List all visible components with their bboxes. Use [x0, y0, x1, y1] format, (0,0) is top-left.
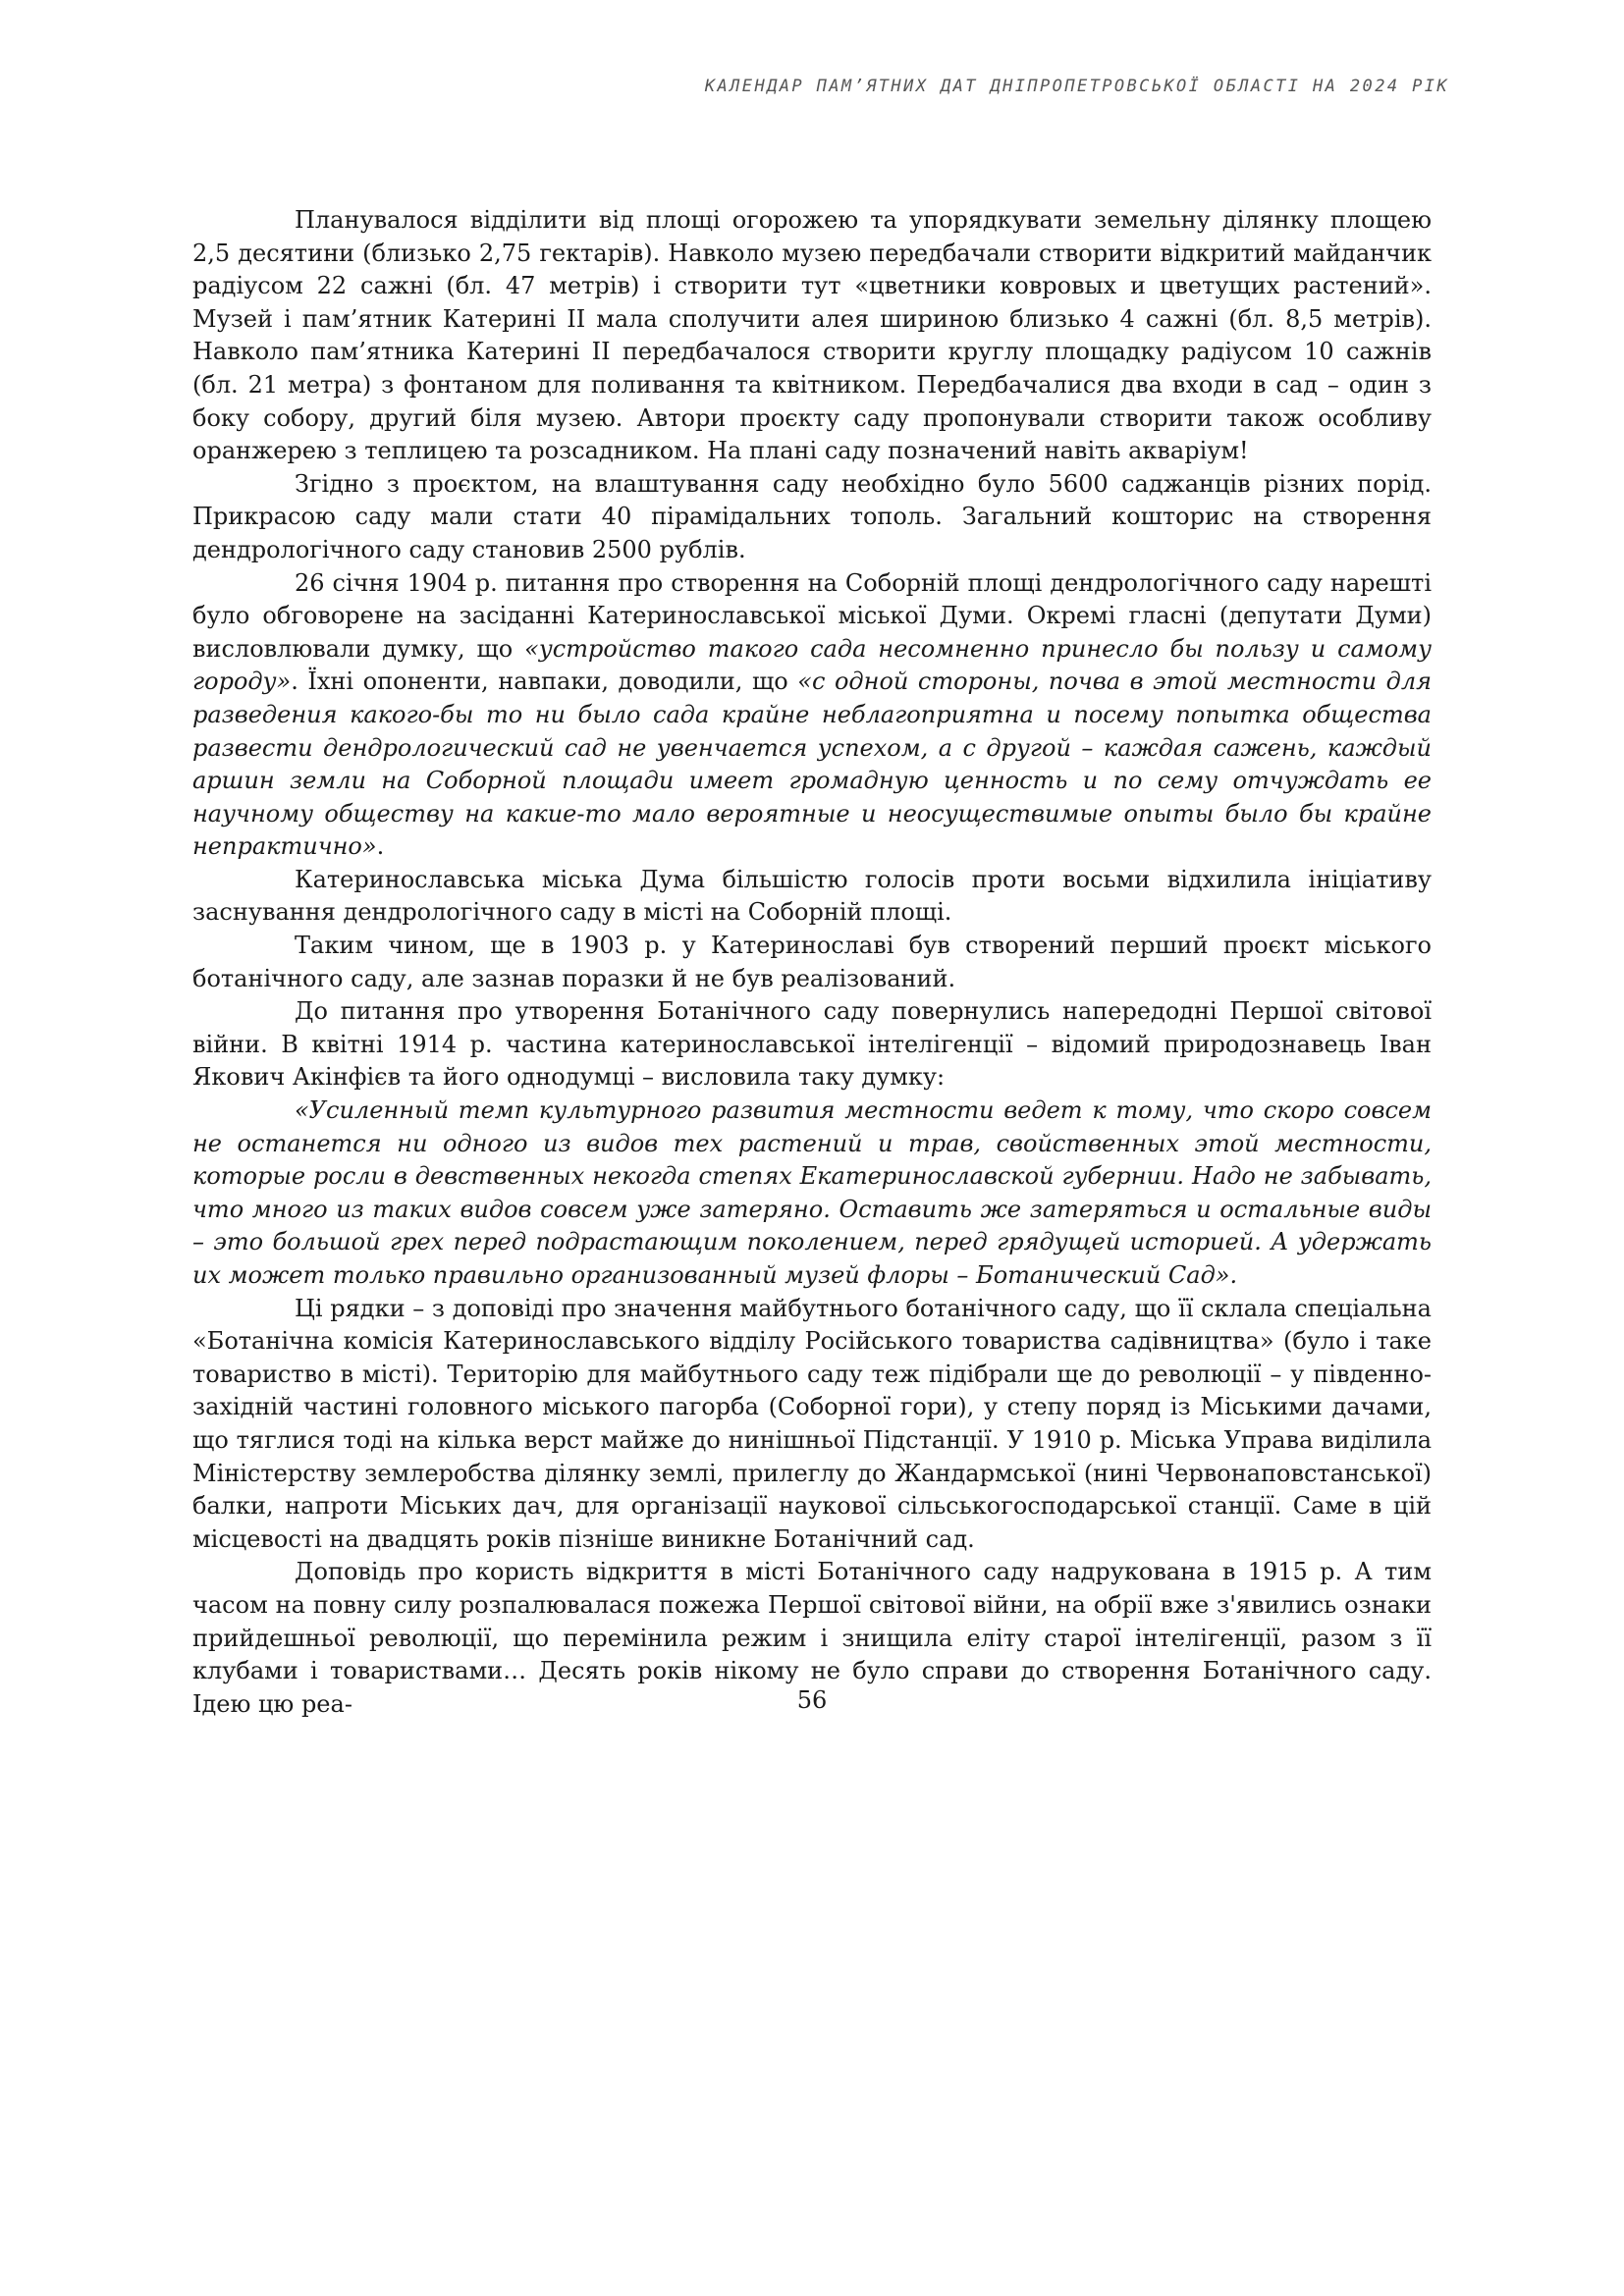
- paragraph: До питання про утворення Ботанічного саду повернулись напередодні Першої світової війни. В квітні 1914 р. частина катеринославської інтелігенції – відомий природознавець Іван Якович Акінфієв та його однодумці – висловила таку думку:: [192, 997, 1432, 1092]
- paragraph: Планувалося відділити від площі огорожею та упорядкувати земельну ділянку площею 2,5 десятини (близько 2,75 гектарів). Навколо музею передбачали створити відкритий майданчик радіусом 22 сажні (бл. 47 метрів) і створити тут «цветники ковровых и цветущих растений». Музей і пам’ятник Катерині ІІ мала сполучити алея шириною близько 4 сажні (бл. 8,5 метрів). Навколо пам’ятника Катерині ІІ передбачалося створити круглу площадку радіусом 10 сажнів (бл. 21 метра) з фонтаном для поливання та квітником. Передбачалися два входи в сад – один з боку собору, другий біля музею. Автори проєкту саду пропонували створити також особливу оранжерею з теплицею та розсадником. На плані саду позначений навіть акваріум!: [192, 206, 1432, 465]
- paragraph: Згідно з проєктом, на влаштування саду необхідно було 5600 саджанців різних порід. Прикрасою саду мали стати 40 пірамідальних тополь. Загальний кошторис на створення дендрологічного саду становив 2500 рублів.: [192, 469, 1432, 563]
- paragraph: Таким чином, ще в 1903 р. у Катеринославі був створений перший проєкт міського ботанічного саду, але зазнав поразки й не був реалізований.: [192, 932, 1432, 992]
- paragraph-text: .: [376, 832, 385, 861]
- paragraph: Катеринославська міська Дума більшістю голосів проти восьми відхилила ініціативу заснування дендрологічного саду в місті на Соборній площі.: [192, 865, 1432, 927]
- russian-quote: «с одной стороны, почва в этой местности для разведения какого-бы то ни было сада крайне неблагоприятна и посему попытка общества развести дендрологический сад не увенчается успехом, а с другой – каждая сажень, каждый аршин земли на Соборной площади имеет громадную ценность и по сему отчуждать ее научному обществу на какие-то мало вероятные и неосуществимые опыты было бы крайне непрактично»: [192, 667, 1432, 861]
- russian-quote: «устройство такого сада несомненно принесло бы пользу и самому городу»: [192, 634, 1433, 696]
- running-header: КАЛЕНДАР ПАМ’ЯТНИХ ДАТ ДНІПРОПЕТРОВСЬКОЇ ОБЛАСТІ НА 2024 РІК: [704, 77, 1449, 96]
- paragraph-text: 26 січня 1904 р. питання про створення на Соборній площі дендрологічного саду нарешті було обговорене на засіданні Катеринославської міської Думи. Окремі гласні (депутати Думи) висловлювали думку, що: [192, 568, 1432, 663]
- page-number: 56: [796, 1686, 828, 1714]
- paragraph: [192, 567, 1432, 864]
- paragraph: Доповідь про користь відкриття в місті Ботанічного саду надрукована в 1915 р. А тим часом на повну силу розпалювалася пожежа Першої світової війни, на обрії вже з'явились ознаки прийдешньої революції, що перемінила режим і знищила еліту старої інтелігенції, разом з її клубами і товариствами… Десять років нікому не було справи до створення Ботанічного саду. Ідею цю реа-: [192, 1558, 1432, 1718]
- block-quote: «Усиленный темп культурного развития местности ведет к тому, что скоро совсем не останется ни одного из видов тех растений и трав, свойственных этой местности, которые росли в девственных некогда степях Екатеринославской губернии. Надо не забывать, что много из таких видов совсем уже затеряно. Оставить же затеряться и остальные виды – это большой грех перед подрастающим поколением, перед грядущей историей. А удержать их может только правильно организованный музей флоры – Ботанический Сад».: [192, 1096, 1432, 1289]
- paragraph: Ці рядки – з доповіді про значення майбутнього ботанічного саду, що її склала спеціальна «Ботанічна комісія Катеринославського відділу Російського товариства садівництва» (було і таке товариство в місті). Територію для майбутнього саду теж підібрали ще до революції – у південно-західній частині головного міського пагорба (Соборної гори), у степу поряд із Міськими дачами, що тяглися тоді на кілька верст майже до нинішньої Підстанції. У 1910 р. Міська Управа виділила Міністерству землеробства ділянку землі, прилеглу до Жандармської (нині Червонаповстанської) балки, напроти Міських дач, для організації наукової сільськогосподарської станції. Саме в цій місцевості на двадцять років пізніше виникне Ботанічний сад.: [192, 1294, 1432, 1553]
- body-text: [192, 204, 1432, 1721]
- paragraph-text: . Їхні опоненти, навпаки, доводили, що: [291, 667, 798, 696]
